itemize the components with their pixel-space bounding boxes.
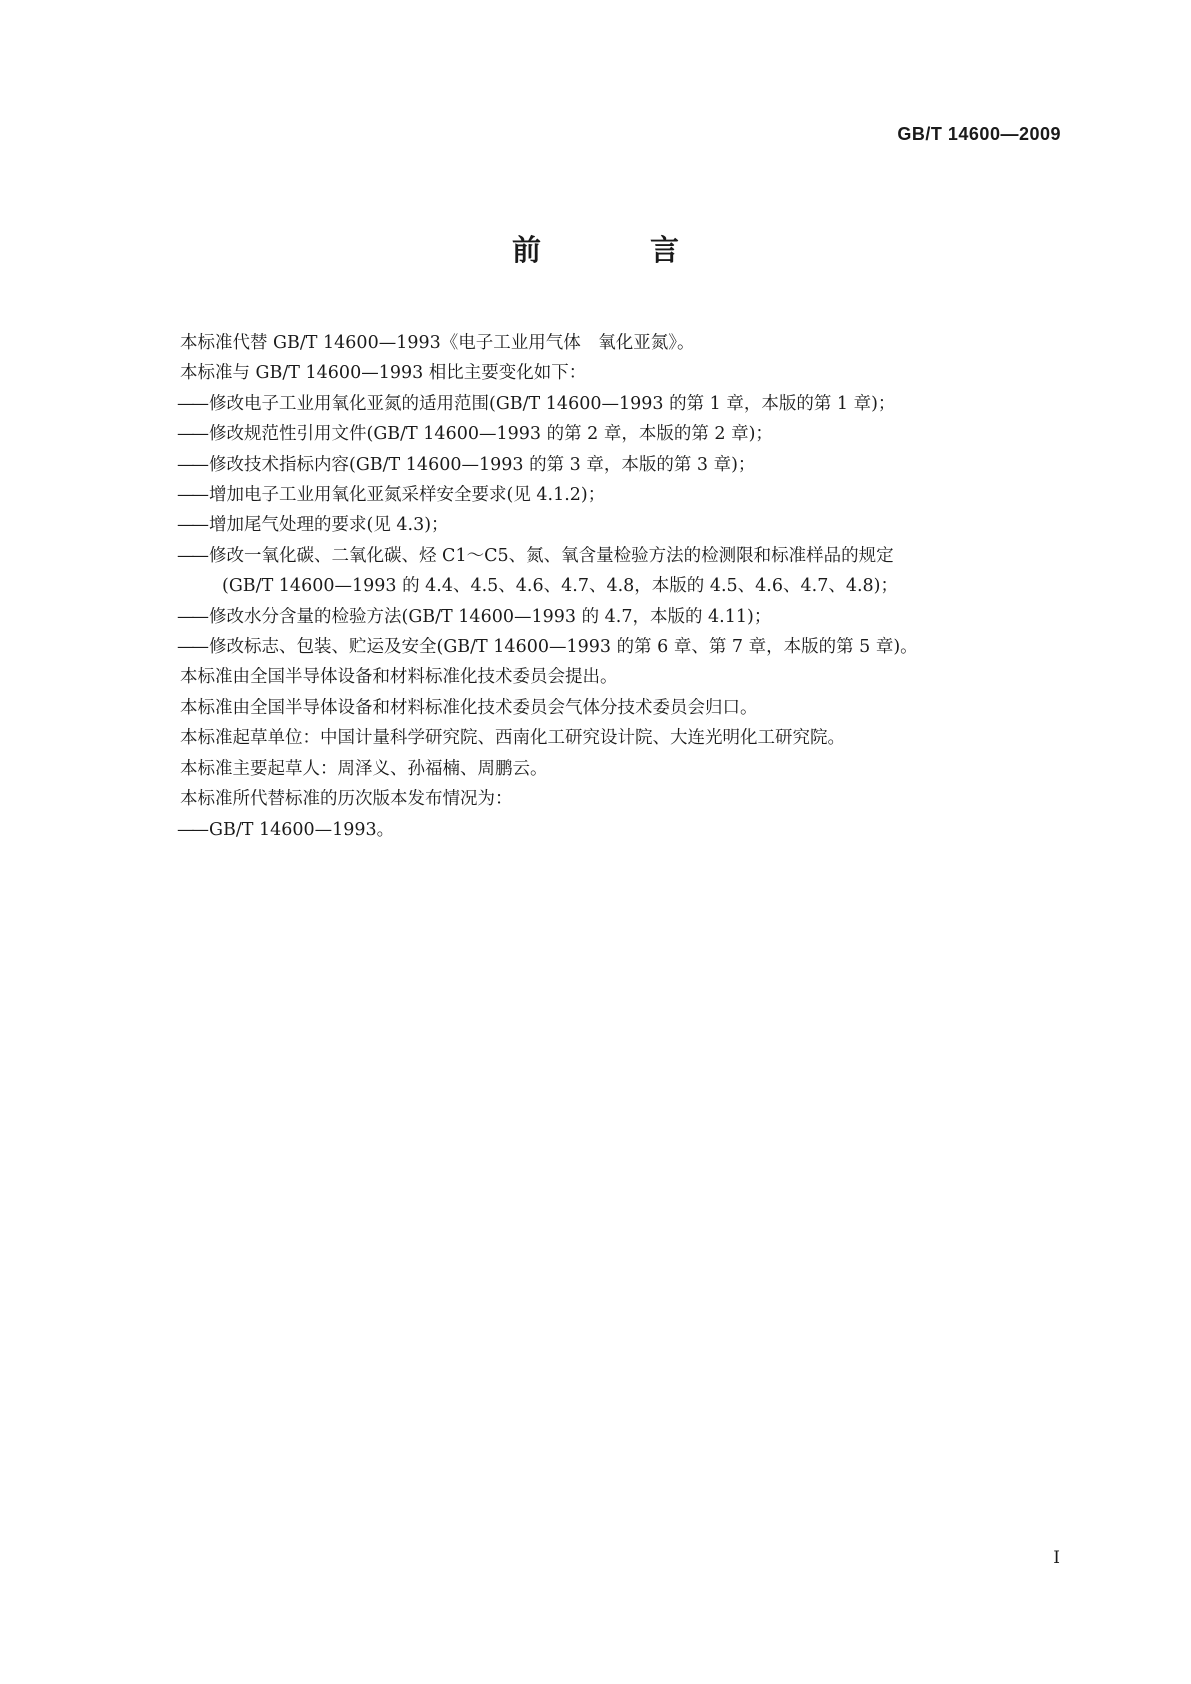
paragraph xyxy=(177,693,1057,723)
list-item-text: 修改标志、包装、贮运及安全(GB/T 14600—1993 的第 6 章、第 7 章，本版的第 5 章)。 xyxy=(209,637,918,658)
paragraph xyxy=(177,358,1057,388)
page-title: 前 言 xyxy=(511,233,719,267)
preface-body xyxy=(177,328,1057,845)
list-item xyxy=(177,510,1057,540)
list-item-text: 修改一氧化碳、二氧化碳、烃 C1～C5、氮、氧含量检验方法的检测限和标准样品的规定 xyxy=(209,545,894,566)
paragraph-text: 本标准代替 GB/T 14600—1993《电子工业用气体 氧化亚氮》。 xyxy=(180,333,695,353)
paragraph-text: 本标准由全国半导体设备和材料标准化技术委员会提出。 xyxy=(180,667,618,688)
list-item xyxy=(177,602,1057,632)
list-item-text: 增加尾气处理的要求(见 4.3)； xyxy=(209,515,449,536)
paragraph-text: 本标准主要起草人：周泽义、孙福楠、周鹏云。 xyxy=(180,758,548,779)
list-item-text: (GB/T 14600—1993 的 4.4、4.5、4.6、4.7、4.8，本版的 4.5、4.6、4.7、4.8)； xyxy=(222,576,898,597)
paragraph xyxy=(177,754,1057,784)
list-dash: —— xyxy=(177,545,206,566)
page-number: I xyxy=(1053,1548,1060,1568)
list-dash: —— xyxy=(177,454,206,475)
list-item xyxy=(177,541,1057,571)
list-dash: —— xyxy=(177,606,206,627)
paragraph-text: 本标准所代替标准的历次版本发布情况为： xyxy=(180,789,513,810)
standard-code: GB/T 14600—2009 xyxy=(897,124,1061,144)
list-item xyxy=(177,419,1057,449)
list-item xyxy=(177,450,1057,480)
paragraph xyxy=(177,784,1057,814)
list-item-text: 修改水分含量的检验方法(GB/T 14600—1993 的 4.7，本版的 4.11)； xyxy=(209,606,772,627)
list-dash: —— xyxy=(177,424,206,445)
list-item xyxy=(177,389,1057,419)
list-item-text: 修改规范性引用文件(GB/T 14600—1993 的第 2 章，本版的第 2 章)； xyxy=(209,424,773,445)
paragraph-text: 本标准与 GB/T 14600—1993 相比主要变化如下： xyxy=(180,363,587,384)
paragraph-text: 本标准起草单位：中国计量科学研究院、西南化工研究设计院、大连光明化工研究院。 xyxy=(180,728,845,749)
list-item-text: GB/T 14600—1993。 xyxy=(209,819,395,840)
list-dash: —— xyxy=(177,637,206,658)
list-dash: —— xyxy=(177,819,206,840)
list-item-text: 修改电子工业用氧化亚氮的适用范围(GB/T 14600—1993 的第 1 章，本版的第 1 章)； xyxy=(209,393,896,414)
paragraph-text: 本标准由全国半导体设备和材料标准化技术委员会气体分技术委员会归口。 xyxy=(180,697,758,718)
paragraph xyxy=(177,723,1057,753)
list-item-continuation xyxy=(177,571,1057,601)
list-item-text: 增加电子工业用氧化亚氮采样安全要求(见 4.1.2)； xyxy=(209,485,606,506)
paragraph xyxy=(177,662,1057,692)
list-dash: —— xyxy=(177,485,206,506)
list-item-text: 修改技术指标内容(GB/T 14600—1993 的第 3 章，本版的第 3 章)； xyxy=(209,454,756,475)
list-item xyxy=(177,632,1057,662)
paragraph xyxy=(177,328,1057,358)
list-item xyxy=(177,480,1057,510)
list-dash: —— xyxy=(177,393,206,414)
list-item xyxy=(177,815,1057,845)
list-dash: —— xyxy=(177,515,206,536)
